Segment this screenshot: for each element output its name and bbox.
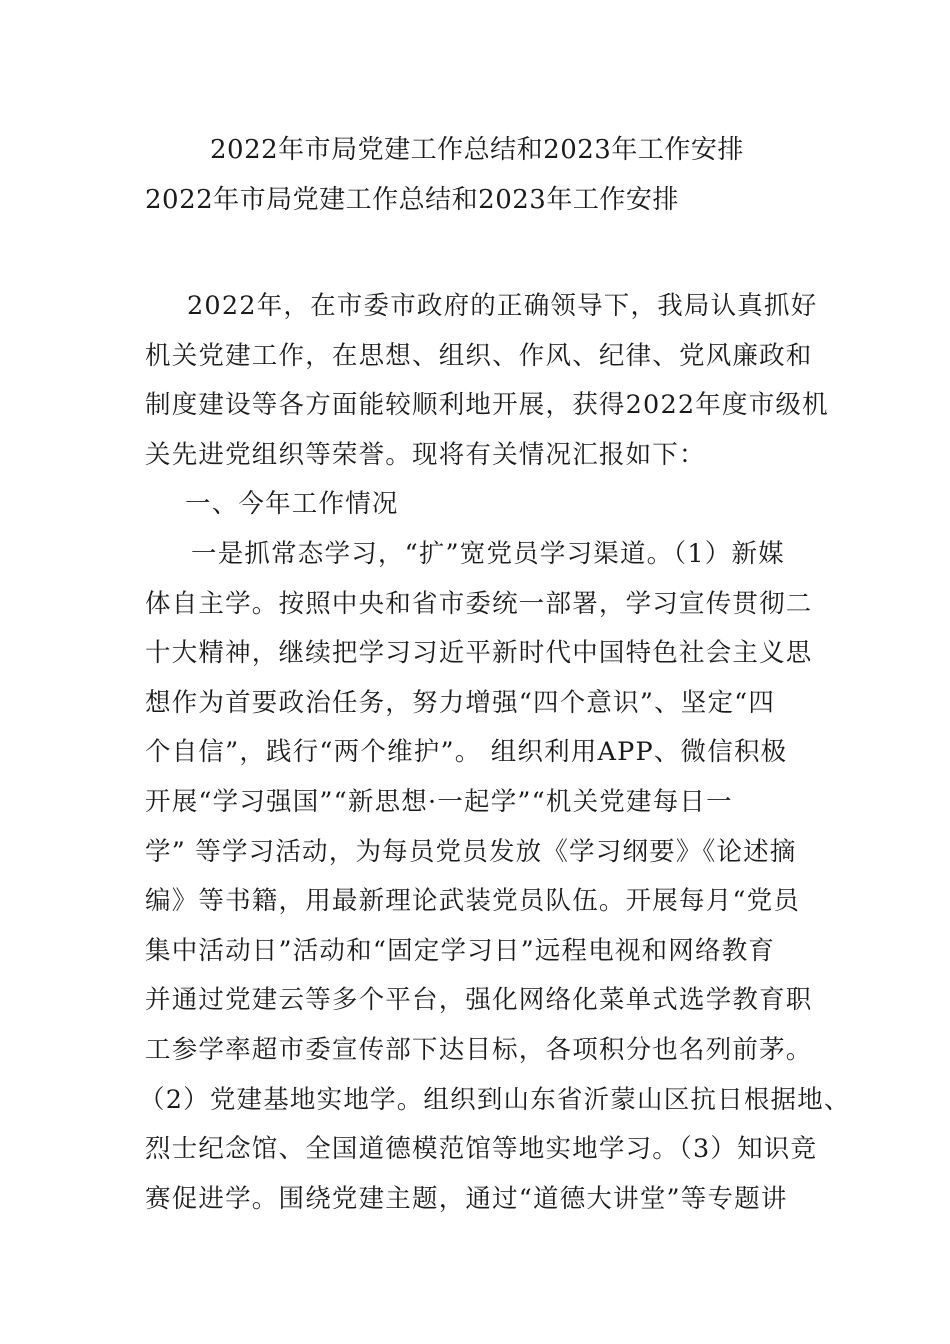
text-line: 体自主学。按照中央和省市委统一部署，学习宣传贯彻二	[145, 588, 813, 619]
text-line: （2）党建基地实地学。组织到山东省沂蒙山区抗日根据地、	[139, 1084, 851, 1115]
text-line: 学” 等学习活动，为每员党员发放《学习纲要》《论述摘	[145, 836, 797, 867]
text-line: 想作为首要政治任务，努力增强“四个意识”、坚定“四	[145, 687, 776, 718]
text-line: 关先进党组织等荣誉。现将有关情况汇报如下：	[145, 439, 706, 470]
text-line: 2022年，在市委市政府的正确领导下，我局认真抓好	[187, 291, 818, 321]
text-line: 机关党建工作，在思想、组织、作风、纪律、党风廉政和	[145, 340, 813, 371]
document-subtitle: 2022年市局党建工作总结和2023年工作安排	[145, 185, 679, 215]
text-line: 制度建设等各方面能较顺利地开展，获得2022年度市级机	[145, 390, 829, 421]
text-line: 烈士纪念馆、全国道德模范馆等地实地学习。（3）知识竞	[145, 1134, 818, 1165]
text-line: 集中活动日”活动和“固定学习日”远程电视和网络教育	[145, 935, 776, 966]
document-title: 2022年市局党建工作总结和2023年工作安排	[210, 135, 744, 165]
text-line: 并通过党建云等多个平台，强化网络化菜单式选学教育职	[145, 985, 813, 1016]
section-heading: 一、今年工作情况	[185, 489, 399, 520]
text-line: 开展“学习强国”“新思想·一起学”“机关党建每日一	[145, 786, 733, 817]
text-line: 工参学率超市委宣传部下达目标，各项积分也名列前茅。	[145, 1034, 813, 1065]
text-line: 编》等书籍，用最新理论武装党员队伍。开展每月“党员	[145, 886, 801, 917]
document-body	[139, 282, 851, 1224]
text-line: 十大精神，继续把学习习近平新时代中国特色社会主义思	[145, 638, 813, 669]
text-line: 个自信”，践行“两个维护”。 组织利用APP、微信积极	[145, 737, 788, 768]
text-line: 赛促进学。围绕党建主题，通过“道德大讲堂”等专题讲	[145, 1183, 788, 1214]
text-line: 一是抓常态学习，“扩”宽党员学习渠道。（1）新媒	[191, 538, 785, 569]
